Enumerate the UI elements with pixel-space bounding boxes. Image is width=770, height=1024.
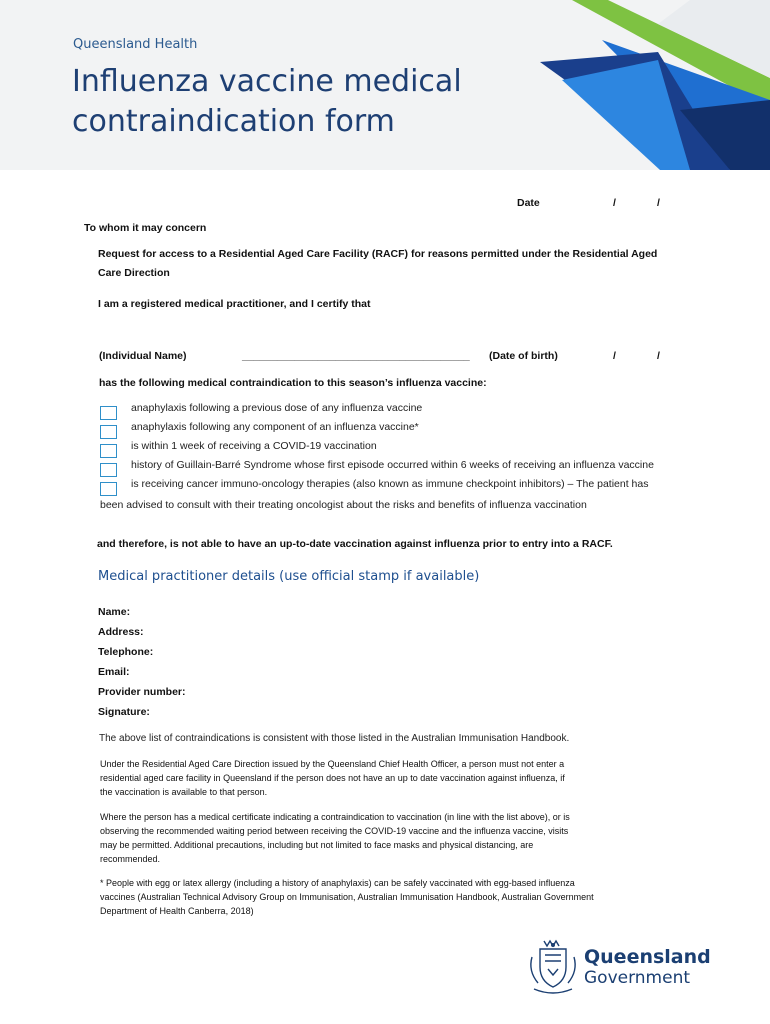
practitioner-provider-number-field[interactable]: Provider number: (98, 686, 186, 698)
organisation-name: Queensland Health (73, 37, 198, 52)
handbook-statement: The above list of contraindications is consistent with those listed in the Australian Immunisation Handbook. (99, 733, 570, 744)
contraindication-label: history of Guillain-Barré Syndrome whose first episode occurred within 6 weeks of receiving an influenza vaccine (131, 459, 654, 471)
practitioner-email-field[interactable]: Email: (98, 666, 130, 678)
direction-line-1: Under the Residential Aged Care Direction issued by the Queensland Chief Health Officer, a person must not enter a (100, 759, 565, 769)
logo-text-line-2: Government (584, 968, 691, 988)
title-line-2: contraindication form (72, 104, 395, 139)
practitioner-address-field[interactable]: Address: (98, 626, 144, 638)
contraindication-label: is within 1 week of receiving a COVID-19 vaccination (131, 440, 377, 452)
salutation: To whom it may concern (84, 222, 207, 234)
footnote-line-1: * People with egg or latex allergy (including a history of anaphylaxis) can be safely vaccinated with egg-based influenza (100, 878, 575, 888)
date-separator-1: / (613, 197, 616, 209)
practitioner-telephone-field[interactable]: Telephone: (98, 646, 154, 658)
footnote-line-2: vaccines (Australian Technical Advisory Group on Immunisation, Australian Immunisation Handbook, Australian Government (100, 892, 594, 902)
contraindication-checkbox[interactable] (100, 444, 117, 458)
individual-name-field[interactable]: _______________________________________ (242, 350, 470, 362)
page-header (0, 0, 770, 170)
direction-line-2: residential aged care facility in Queensland if the person does not have an up to date vaccination against influenza, if (100, 773, 565, 783)
footnote-line-3: Department of Health Canberra, 2018) (100, 906, 254, 916)
contraindication-label: anaphylaxis following a previous dose of any influenza vaccine (131, 402, 423, 414)
request-line-2: Care Direction (98, 267, 170, 279)
certificate-line-2: observing the recommended waiting period between receiving the COVID-19 vaccine and the influenza vaccine, visits (100, 826, 569, 836)
date-row (517, 197, 660, 209)
certify-statement: I am a registered medical practitioner, and I certify that (98, 298, 371, 310)
individual-name-label: (Individual Name) (99, 350, 187, 362)
header-graphic (540, 0, 770, 170)
page-title (72, 62, 462, 142)
contraindication-intro: has the following medical contraindication to this season’s influenza vaccine: (99, 377, 487, 389)
practitioner-heading: Medical practitioner details (use official stamp if available) (98, 569, 480, 584)
title-line-1: Influenza vaccine medical (72, 64, 462, 99)
direction-paragraph (100, 757, 660, 799)
logo-text-line-1: Queensland (584, 946, 711, 968)
contraindication-label: anaphylaxis following any component of an influenza vaccine* (131, 421, 419, 433)
contraindication-checkbox[interactable] (100, 463, 117, 477)
contraindication-label: is receiving cancer immuno-oncology therapies (also known as immune checkpoint inhibitors) – The patient has (131, 478, 649, 490)
contraindication-continuation: been advised to consult with their treating oncologist about the risks and benefits of influenza vaccination (100, 499, 587, 511)
conclusion-statement: and therefore, is not able to have an up-to-date vaccination against influenza prior to entry into a RACF. (97, 538, 613, 550)
certificate-paragraph (100, 810, 660, 866)
date-label: Date (517, 197, 540, 209)
certificate-line-1: Where the person has a medical certificate indicating a contraindication to vaccination (in line with the list above), or is (100, 812, 570, 822)
date-separator-2: / (657, 197, 660, 209)
contraindication-checkbox[interactable] (100, 406, 117, 420)
certificate-line-3: may be permitted. Additional precautions, including but not limited to face masks and physical distancing, are (100, 840, 534, 850)
practitioner-signature-field[interactable]: Signature: (98, 706, 150, 718)
footnote-paragraph (100, 876, 660, 918)
dob-separator-1: / (613, 350, 616, 362)
date-of-birth-label: (Date of birth) (489, 350, 558, 362)
contraindication-checkbox[interactable] (100, 425, 117, 439)
request-line-1: Request for access to a Residential Aged Care Facility (RACF) for reasons permitted under the Residential Aged (98, 248, 658, 260)
direction-line-3: the vaccination is available to that person. (100, 787, 268, 797)
contraindication-checkbox[interactable] (100, 482, 117, 496)
dob-separator-2: / (657, 350, 660, 362)
practitioner-name-field[interactable]: Name: (98, 606, 131, 618)
certificate-line-4: recommended. (100, 854, 161, 864)
